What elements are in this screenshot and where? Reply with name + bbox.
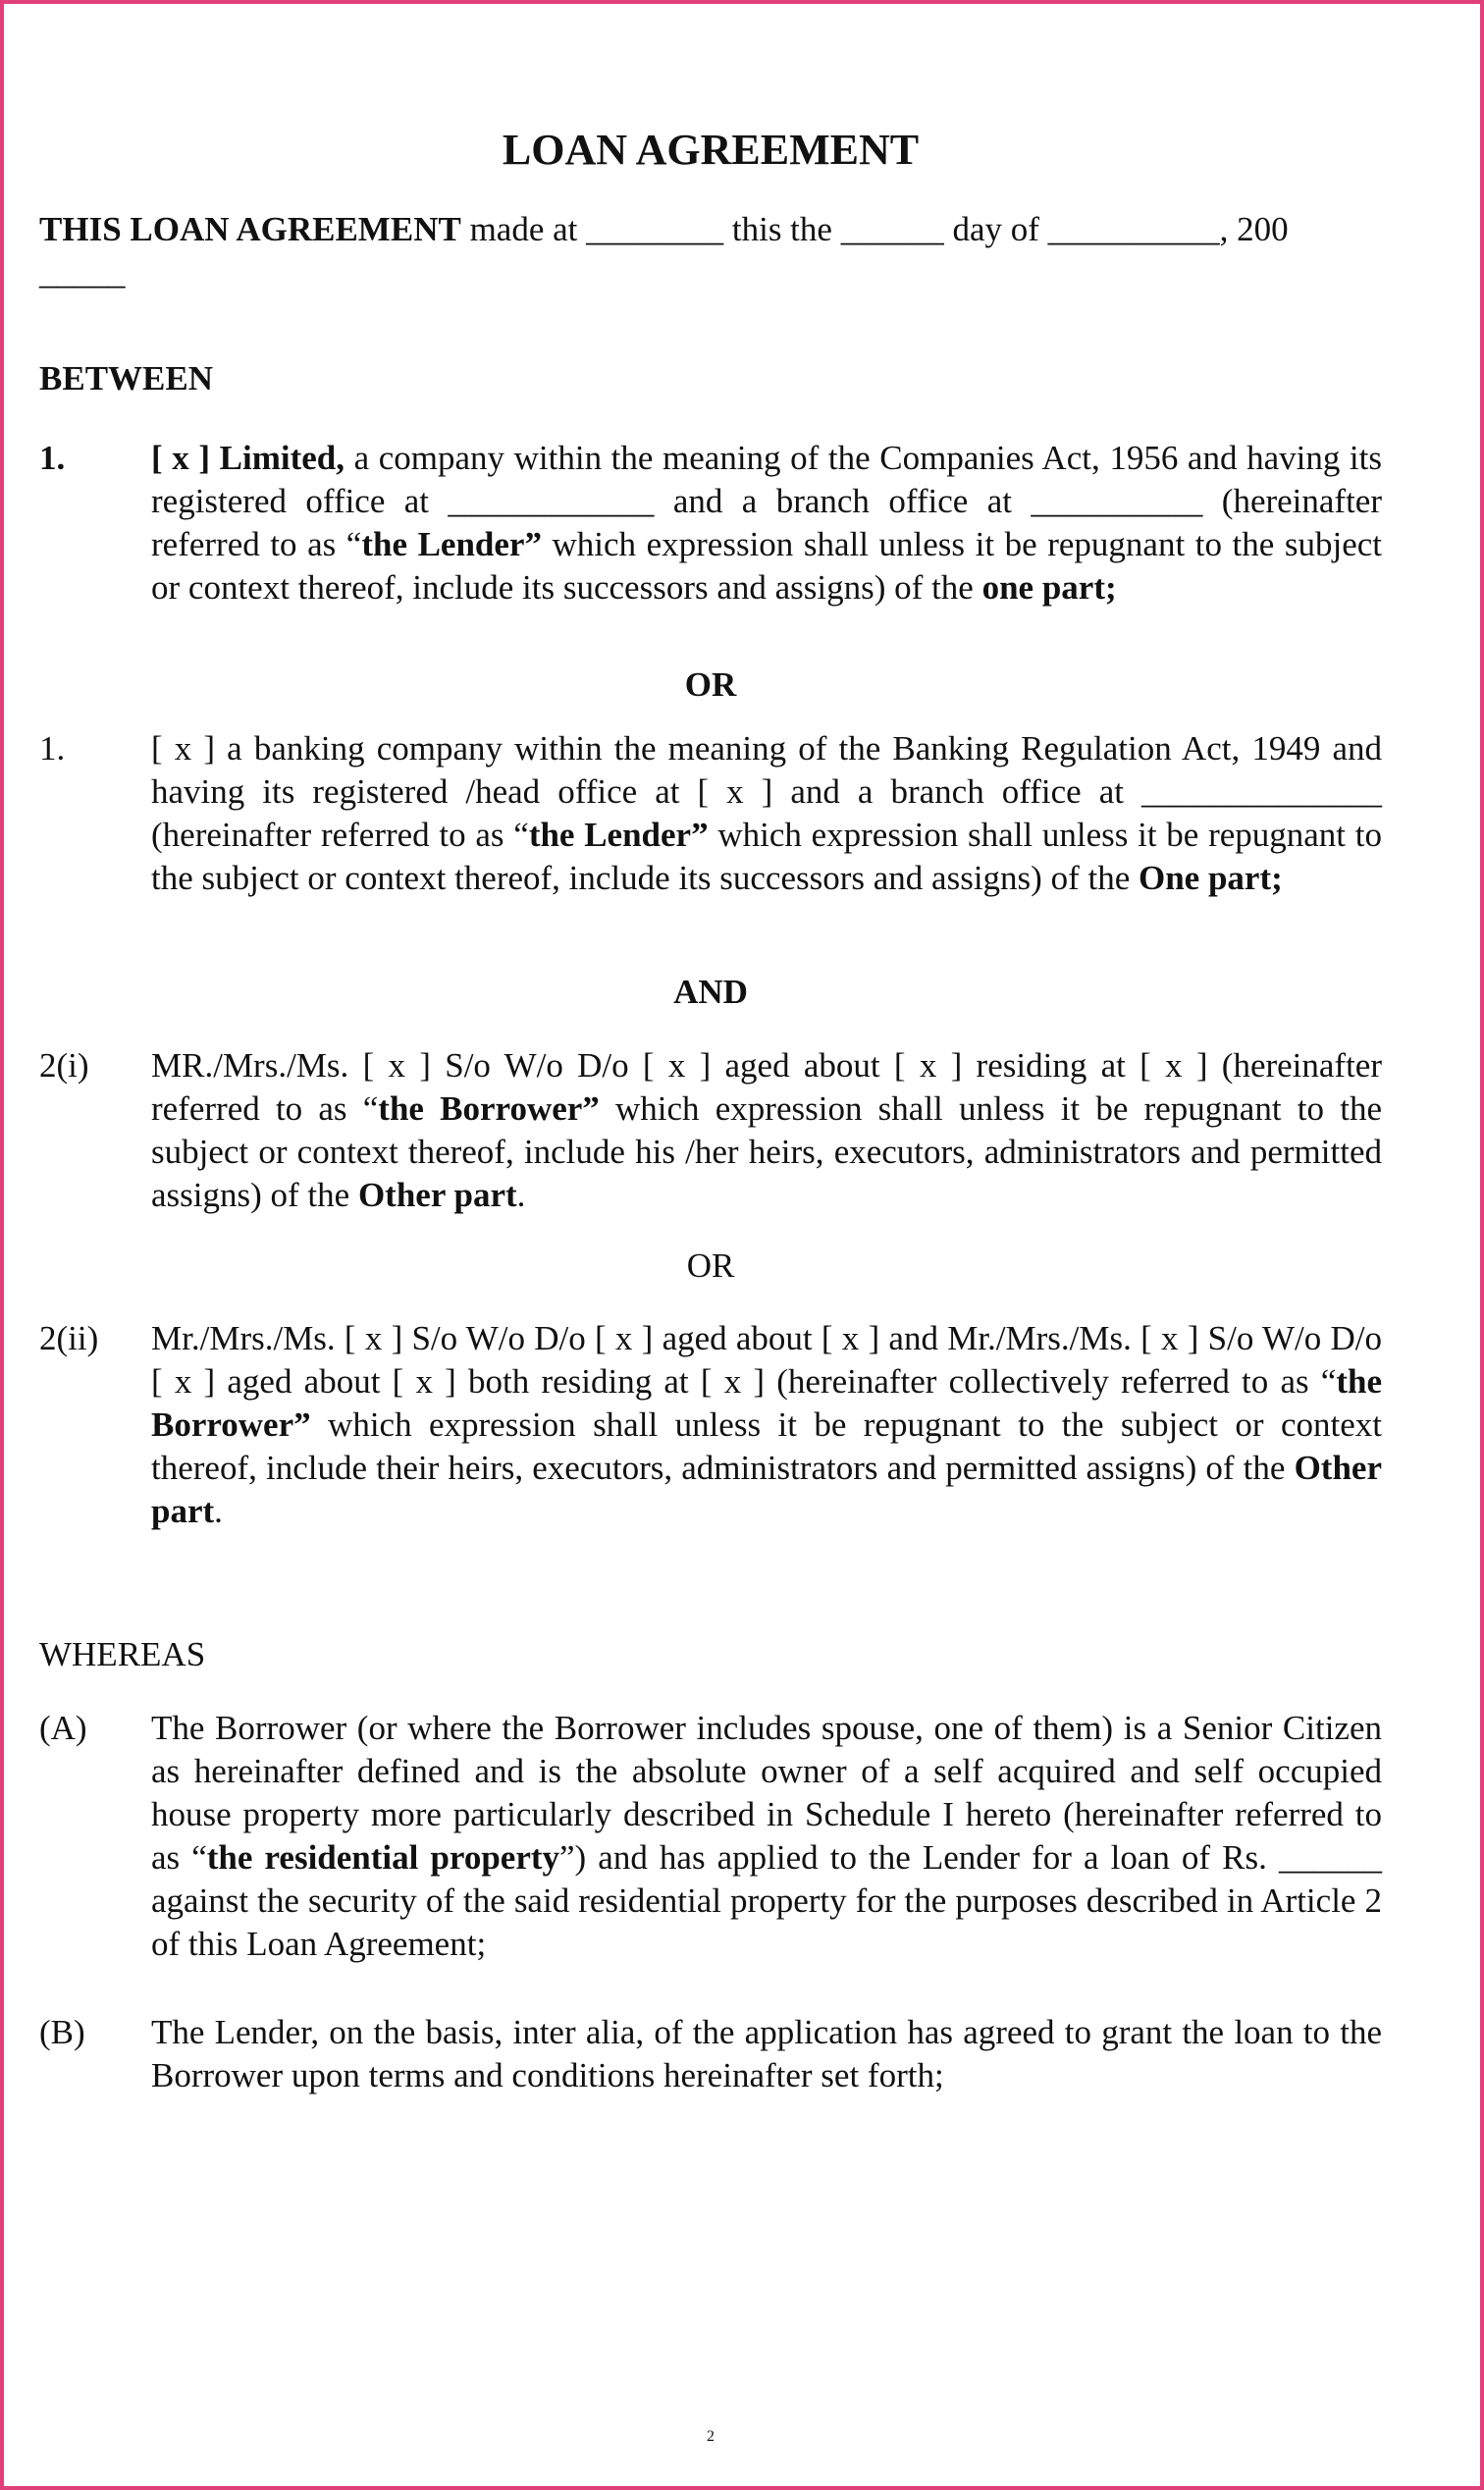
clause-text	[151, 1044, 1382, 1217]
clause-text-part: Mr./Mrs./Ms. [ x ] S/o W/o D/o [ x ] aged about [ x ] and Mr./Mrs./Ms. [ x ] S/o W/o D/o [ x ] aged about [ x ] both residing at [ x ] (hereinafter collectively referred to as “	[151, 1319, 1382, 1401]
clause-text-part: which expression shall unless it be repugnant to the subject or context thereof, include its successors and assigns) of the	[151, 816, 1382, 897]
clause-text-part: [ x ] a banking company within the meaning of the Banking Regulation Act, 1949 and having its registered /head office at [ x ] and a branch office at ______________ (hereinafter referred to as “	[151, 729, 1382, 854]
clause-number: 2(i)	[39, 1046, 89, 1085]
clause-text	[151, 727, 1382, 900]
party-term: Other part	[357, 1176, 517, 1214]
intro-paragraph	[39, 208, 1382, 294]
borrower-term: the Borrower”	[151, 1362, 1382, 1444]
between-heading: BETWEEN	[39, 359, 213, 397]
recital-text	[151, 1707, 1382, 1966]
whereas-heading: WHEREAS	[39, 1635, 206, 1673]
recital-text-part: ”) and has applied to the Lender for a loan of Rs. ______ against the security of the said residential property for the purposes described in Article 2 of this Loan Agreement;	[151, 1838, 1382, 1963]
lender-term: the Lender”	[528, 816, 709, 854]
property-term: the residential property	[206, 1838, 560, 1877]
clause-1-bank	[39, 727, 1382, 900]
recital-a	[39, 1707, 1382, 1966]
clause-text	[151, 1317, 1382, 1533]
party-term: One part;	[1138, 859, 1283, 897]
borrower-term: the Borrower”	[378, 1089, 600, 1128]
clause-1-limited	[39, 437, 1382, 609]
page-number: 2	[707, 2428, 715, 2445]
recital-number: (A)	[39, 1709, 87, 1747]
document-title: LOAN AGREEMENT	[502, 126, 920, 174]
and-separator: AND	[673, 973, 748, 1011]
clause-text-part: a company within the meaning of the Companies Act, 1956 and having its registered office at ____________ and a branch office at __________ (hereinafter referred to as “	[151, 439, 1382, 563]
intro-lead: THIS LOAN AGREEMENT	[39, 210, 461, 248]
clause-text	[151, 437, 1382, 609]
clause-number: 1.	[39, 439, 66, 477]
clause-text-part: which expression shall unless it be repugnant to the subject or context thereof, include its successors and assigns) of the	[151, 525, 1382, 607]
clause-text-part: which expression shall unless it be repugnant to the subject or context thereof, include his /her heirs, executors, administrators and permitted assigns) of the	[151, 1089, 1382, 1214]
clause-number: 1.	[39, 729, 66, 768]
clause-text-part: MR./Mrs./Ms. [ x ] S/o W/o D/o [ x ] aged about [ x ] residing at [ x ] (hereinafter referred to as “	[151, 1046, 1382, 1128]
clause-2ii	[39, 1317, 1382, 1533]
or-separator-2: OR	[686, 1246, 735, 1285]
recital-number: (B)	[39, 2013, 85, 2051]
clause-text-part: which expression shall unless it be repugnant to the subject or context thereof, include their heirs, executors, administrators and permitted assigns) of the	[151, 1405, 1382, 1487]
lender-name: [ x ] Limited,	[151, 439, 344, 477]
clause-number: 2(ii)	[39, 1319, 99, 1357]
intro-text: made at ________ this the ______ day of __________, 200 _____	[39, 210, 1289, 291]
recital-text-part: The Borrower (or where the Borrower includes spouse, one of them) is a Senior Citizen as hereinafter defined and is the absolute owner of a self acquired and self occupied house property more particularly described in Schedule I hereto (hereinafter referred to as “	[151, 1709, 1382, 1877]
clause-text-part: .	[516, 1176, 526, 1214]
clause-text-part: .	[214, 1492, 223, 1530]
party-term: one part;	[981, 568, 1117, 607]
party-term: Other part	[151, 1449, 1382, 1530]
recital-text: The Lender, on the basis, inter alia, of the application has agreed to grant the loan to the Borrower upon terms and conditions hereinafter set forth;	[151, 2013, 1382, 2094]
recital-b	[39, 2011, 1382, 2097]
clause-2i	[39, 1044, 1382, 1217]
or-separator-1: OR	[684, 665, 737, 704]
lender-term: the Lender”	[361, 525, 542, 563]
